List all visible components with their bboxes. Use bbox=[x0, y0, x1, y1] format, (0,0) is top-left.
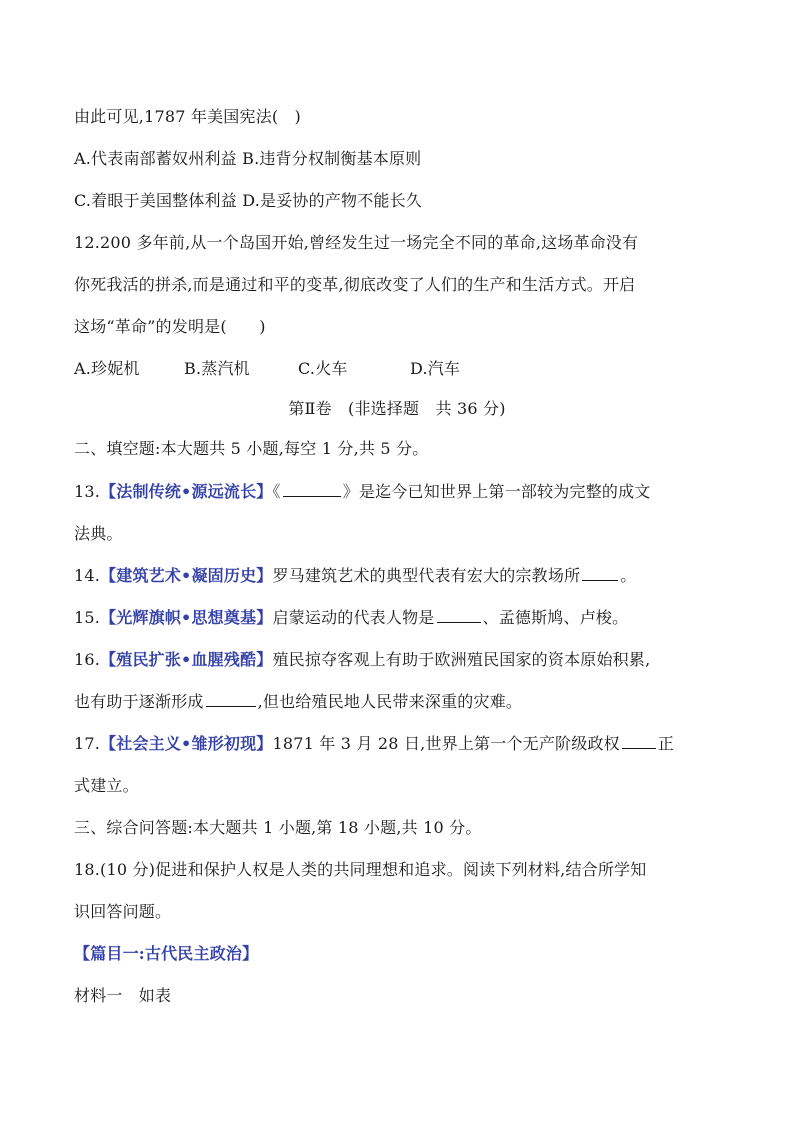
q12-line3: 这场“革命”的发明是( ) bbox=[74, 317, 266, 336]
q12-option-d: D.汽车 bbox=[410, 359, 461, 378]
q16-line2-pre: 也有助于逐渐形成 bbox=[74, 692, 204, 711]
q12-options bbox=[74, 358, 460, 380]
subsection-title: 【篇目一:古代民主政治】 bbox=[74, 944, 259, 963]
q14-end: 。 bbox=[620, 566, 637, 585]
part2-heading: 二、填空题:本大题共 5 小题,每空 1 分,共 5 分。 bbox=[74, 439, 429, 458]
q15-text: 启蒙运动的代表人物是 bbox=[272, 608, 435, 627]
q17-answer-blank[interactable] bbox=[622, 734, 656, 749]
q16-line2 bbox=[74, 691, 522, 713]
q12-line1: 12.200 多年前,从一个岛国开始,曾经发生过一场完全不同的革命,这场革命没有 bbox=[74, 233, 639, 252]
q12-option-b: B.蒸汽机 bbox=[184, 359, 250, 378]
section2-title: 第Ⅱ卷 (非选择题 共 36 分) bbox=[288, 399, 506, 418]
q16-answer-blank[interactable] bbox=[206, 692, 256, 707]
q12-option-c: C.火车 bbox=[298, 359, 348, 378]
q14-line bbox=[74, 565, 637, 587]
part3-heading: 三、综合问答题:本大题共 1 小题,第 18 小题,共 10 分。 bbox=[74, 818, 482, 837]
q18-line2: 识回答问题。 bbox=[74, 902, 172, 921]
q12-option-a: A.珍妮机 bbox=[74, 359, 140, 378]
q16-number: 16. bbox=[74, 650, 101, 669]
q13-line1 bbox=[74, 481, 651, 503]
q16-line1 bbox=[74, 649, 650, 671]
q13-pre: 《 bbox=[272, 482, 281, 501]
q15-number: 15. bbox=[74, 608, 101, 627]
q14-number: 14. bbox=[74, 566, 101, 585]
q17-text: 1871 年 3 月 28 日,世界上第一个无产阶级政权 bbox=[272, 734, 620, 753]
q16-topic-tag: 【殖民扩张•血腥残酷】 bbox=[100, 650, 273, 669]
q14-topic-tag: 【建筑艺术•凝固历史】 bbox=[100, 566, 273, 585]
q17-end: 正 bbox=[657, 734, 675, 753]
q17-line2: 式建立。 bbox=[74, 776, 139, 795]
material1-label: 材料一 如表 bbox=[74, 986, 172, 1005]
q11-options-ab: A.代表南部蓄奴州利益 B.违背分权制衡基本原则 bbox=[74, 149, 422, 168]
q17-number: 17. bbox=[74, 734, 101, 753]
q13-answer-blank[interactable] bbox=[283, 482, 341, 497]
q11-options-cd: C.着眼于美国整体利益 D.是妥协的产物不能长久 bbox=[74, 191, 422, 210]
q15-topic-tag: 【光辉旗帜•思想奠基】 bbox=[100, 608, 273, 627]
q13-number: 13. bbox=[74, 482, 101, 501]
q15-end: 、孟德斯鸠、卢梭。 bbox=[482, 608, 629, 627]
q18-line1: 18.(10 分)促进和保护人权是人类的共同理想和追求。阅读下列材料,结合所学知 bbox=[74, 860, 647, 879]
q15-answer-blank[interactable] bbox=[437, 608, 481, 623]
q16-text: 殖民掠夺客观上有助于欧洲殖民国家的资本原始积累, bbox=[272, 650, 651, 669]
q17-line1 bbox=[74, 733, 674, 755]
q14-answer-blank[interactable] bbox=[582, 566, 618, 581]
q11-stem-end: 由此可见,1787 年美国宪法( ) bbox=[74, 107, 301, 126]
q13-post: 》是迄今已知世界上第一部较为完整的成文 bbox=[342, 482, 651, 501]
q13-line2: 法典。 bbox=[74, 524, 123, 543]
q16-line2-post: ,但也给殖民地人民带来深重的灾难。 bbox=[257, 692, 523, 711]
q17-topic-tag: 【社会主义•雏形初现】 bbox=[100, 734, 273, 753]
q12-line2: 你死我活的拼杀,而是通过和平的变革,彻底改变了人们的生产和生活方式。开启 bbox=[74, 275, 636, 294]
q15-line bbox=[74, 607, 628, 629]
q14-text: 罗马建筑艺术的典型代表有宏大的宗教场所 bbox=[272, 566, 581, 585]
q13-topic-tag: 【法制传统•源远流长】 bbox=[100, 482, 273, 501]
